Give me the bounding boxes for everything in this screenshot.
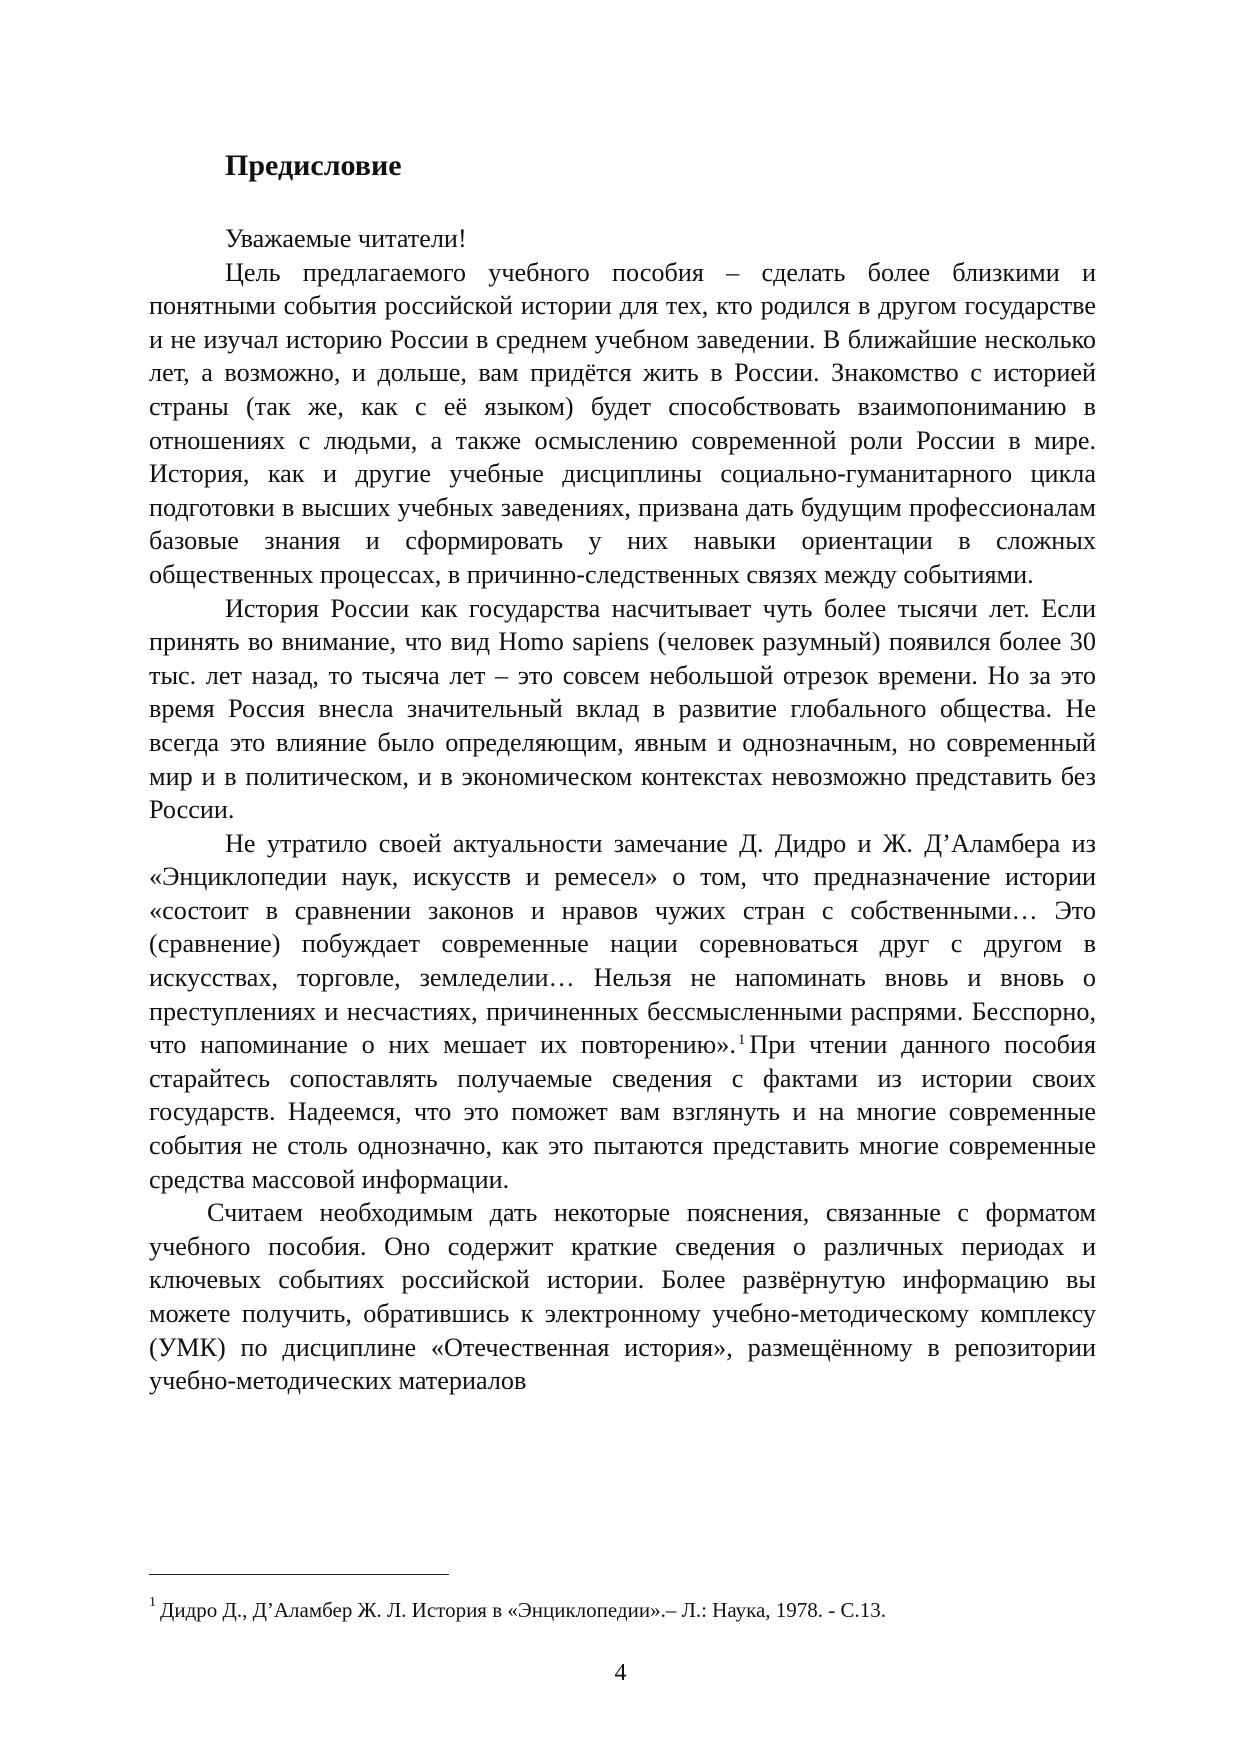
page-number: 4 xyxy=(614,1660,627,1686)
footnote-divider xyxy=(149,1574,449,1575)
page-title: Предисловие xyxy=(225,149,402,182)
paragraph-diderot-quote xyxy=(149,827,1096,1197)
paragraph-history-age: История России как государства насчитывает чуть более тысячи лет. Если принять во внимание, что вид Homo sapiens (человек разумный) появился более 30 тыс. лет назад, то тысяча лет – это совсем небольшой отрезок времени. Но за это время Россия внесла значительный вклад в развитие глобального общества. Не всегда это влияние было определяющим, явным и однозначным, но современный мир и в политическом, и в экономическом контекстах невозможно представить без России. xyxy=(149,593,1096,825)
quote-continuation: При чтении данного пособия старайтесь сопоставлять получаемые сведения с фактами из истории своих государств. Надеемся, что это поможет вам взглянуть и на многие современные события не столь однозначно, как это пытаются представить многие современные средства массовой информации. xyxy=(149,1030,1096,1194)
body-text xyxy=(149,222,1096,1398)
paragraph-purpose: Цель предлагаемого учебного пособия – сделать более близкими и понятными события российской истории для тех, кто родился в другом государстве и не изучал историю России в среднем учебном заведении. В ближайшие несколько лет, а возможно, и дольше, вам придётся жить в России. Знакомство с историей страны (так же, как с её языком) будет способствовать взаимопониманию в отношениях с людьми, а также осмыслению современной роли России в мире. История, как и другие учебные дисциплины социально-гуманитарного цикла подготовки в высших учебных заведениях, призвана дать будущим профессионалам базовые знания и сформировать у них навыки ориентации в сложных общественных процессах, в причинно-следственных связях между событиями. xyxy=(149,257,1096,589)
footnote xyxy=(149,1595,1089,1623)
footnote-number: 1 xyxy=(149,1595,156,1610)
quote-text: Не утратило своей актуальности замечание Д. Дидро и Ж. Д’Аламбера из «Энциклопедии наук, искусств и ремесел» о том, что предназначение истории «состоит в сравнении законов и нравов чужих стран с собственными… Это (сравнение) побуждает современные нации соревноваться друг с другом в искусствах, торговле, земледелии… Нельзя не напоминать вновь и вновь о преступлениях и несчастиях, причиненных бессмысленными распрями. Бесспорно, что напоминание о них мешает их повторению». xyxy=(149,828,1096,1060)
footnote-text: Дидро Д., Д’Аламбер Ж. Л. История в «Энциклопедии».– Л.: Наука, 1978. - С.13. xyxy=(160,1598,887,1622)
footnote-reference: 1 xyxy=(737,1032,746,1049)
greeting: Уважаемые читатели! xyxy=(225,224,467,253)
paragraph-format: Считаем необходимым дать некоторые пояснения, связанные с форматом учебного пособия. Оно содержит краткие сведения о различных периодах и ключевых событиях российской истории. Более развёрнутую информацию вы можете получить, обратившись к электронному учебно-методическому комплексу (УМК) по дисциплине «Отечественная история», размещённому в репозитории учебно-методических материалов xyxy=(149,1198,1096,1396)
